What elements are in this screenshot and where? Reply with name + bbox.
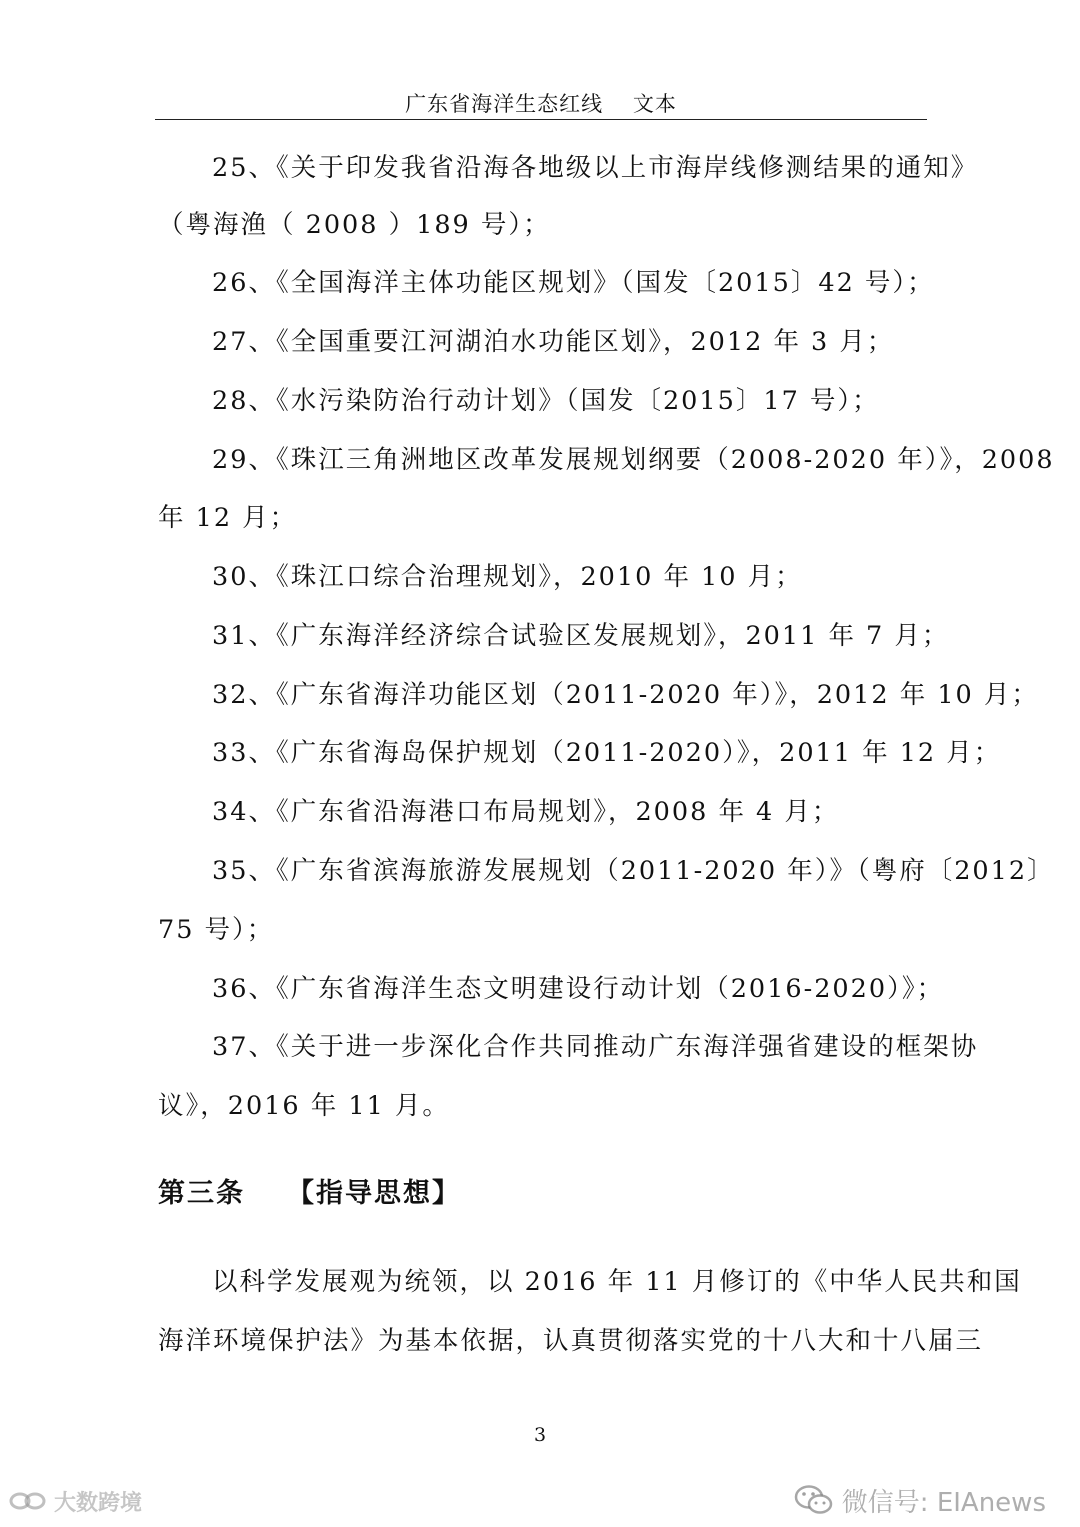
paragraph-line-2: 海洋环境保护法》为基本依据，认真贯彻落实党的十八大和十八届三	[158, 1326, 984, 1356]
ref-item-35: 35、《广东省滨海旅游发展规划（2011-2020 年）》（粤府〔2012〕	[212, 856, 1055, 886]
page-number: 3	[533, 1424, 547, 1446]
watermark-left-text: 大数跨境	[54, 1490, 143, 1516]
ref-item-26: 26、《全国海洋主体功能区规划》（国发〔2015〕42 号）；	[212, 268, 935, 298]
ref-item-28: 28、《水污染防治行动计划》（国发〔2015〕17 号）；	[212, 386, 880, 416]
watermark-right	[794, 1480, 1046, 1520]
watermark-right-text: 微信号: EIAnews	[841, 1487, 1046, 1518]
ref-item-35-cont: 75 号）；	[158, 915, 275, 945]
ref-item-37-cont: 议》，2016 年 11 月。	[158, 1091, 450, 1121]
section-title: 【指导思想】	[287, 1178, 461, 1209]
ref-item-32: 32、《广东省海洋功能区划（2011-2020 年）》，2012 年 10 月；	[212, 680, 1039, 710]
ref-item-37: 37、《关于进一步深化合作共同推动广东海洋强省建设的框架协	[212, 1032, 979, 1062]
ref-item-25: 25、《关于印发我省沿海各地级以上市海岸线修测结果的通知》	[212, 153, 979, 183]
ref-item-34: 34、《广东省沿海港口布局规划》，2008 年 4 月；	[212, 797, 840, 827]
ref-item-29-cont: 年 12 月；	[158, 503, 298, 533]
page-header: 广东省海洋生态红线 文本	[405, 92, 677, 116]
ref-item-27: 27、《全国重要江河湖泊水功能区划》，2012 年 3 月；	[212, 327, 895, 357]
ref-item-29: 29、《珠江三角洲地区改革发展规划纲要（2008-2020 年）》，2008	[212, 445, 1055, 475]
ref-item-33: 33、《广东省海岛保护规划（2011-2020）》，2011 年 12 月；	[212, 738, 1002, 768]
ref-item-25-cont: （粤海渔（ 2008 ）189 号）；	[158, 210, 551, 240]
watermark-left	[8, 1484, 142, 1518]
ref-item-31: 31、《广东海洋经济综合试验区发展规划》，2011 年 7 月；	[212, 621, 950, 651]
header-rule	[155, 119, 927, 120]
article-number: 第三条	[158, 1178, 245, 1209]
ref-item-36: 36、《广东省海洋生态文明建设行动计划（2016-2020）》；	[212, 974, 945, 1004]
paragraph-line-1: 以科学发展观为统领，以 2016 年 11 月修订的《中华人民共和国	[212, 1267, 1022, 1297]
section-heading	[158, 1176, 928, 1212]
wechat-icon	[794, 1483, 834, 1517]
ref-item-30: 30、《珠江口综合治理规划》，2010 年 10 月；	[212, 562, 803, 592]
link-logo-icon	[8, 1488, 48, 1514]
